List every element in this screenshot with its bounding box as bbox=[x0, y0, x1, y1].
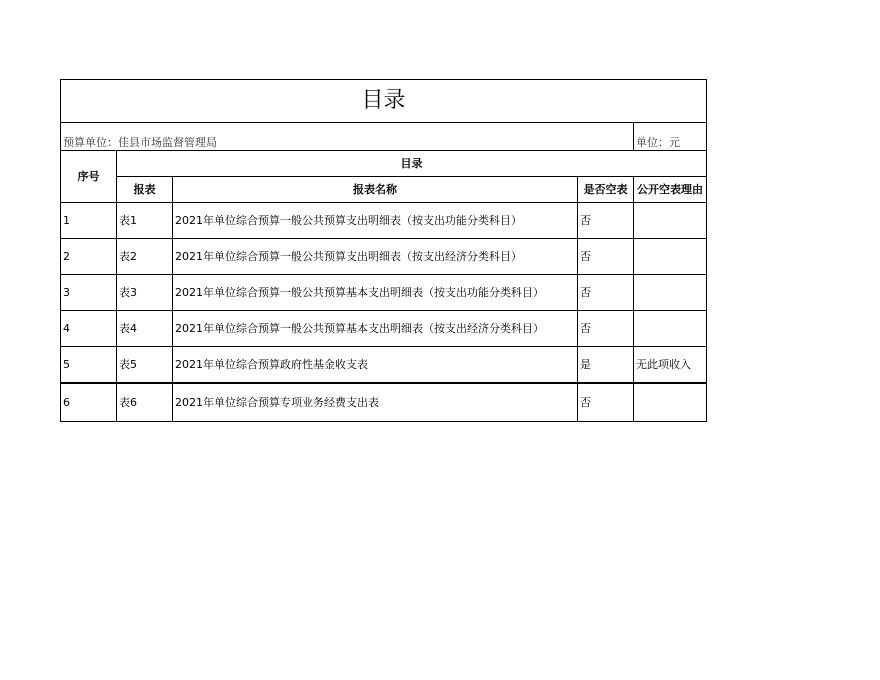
row-seq: 3 bbox=[61, 275, 117, 311]
currency-unit-label: 单位：元 bbox=[634, 123, 707, 151]
header-table: 报表 bbox=[117, 177, 173, 203]
catalog-sheet bbox=[60, 79, 706, 422]
row-seq: 5 bbox=[61, 347, 117, 384]
row-is-empty: 否 bbox=[578, 311, 634, 347]
catalog-rows bbox=[61, 203, 707, 422]
row-seq: 2 bbox=[61, 239, 117, 275]
row-empty-reason: 无此项收入 bbox=[634, 347, 707, 384]
catalog-table bbox=[60, 79, 707, 422]
row-seq: 4 bbox=[61, 311, 117, 347]
row-is-empty: 否 bbox=[578, 239, 634, 275]
row-table-name: 2021年单位综合预算政府性基金收支表 bbox=[173, 347, 578, 384]
row-table-id: 表6 bbox=[117, 383, 173, 422]
table-row bbox=[61, 383, 707, 422]
row-is-empty: 是 bbox=[578, 347, 634, 384]
row-table-id: 表2 bbox=[117, 239, 173, 275]
row-seq: 1 bbox=[61, 203, 117, 239]
header-empty-reason: 公开空表理由 bbox=[634, 177, 707, 203]
header-is-empty: 是否空表 bbox=[578, 177, 634, 203]
row-is-empty: 否 bbox=[578, 203, 634, 239]
table-row bbox=[61, 275, 707, 311]
budget-unit-label: 预算单位：佳县市场监督管理局 bbox=[61, 123, 634, 151]
row-table-id: 表1 bbox=[117, 203, 173, 239]
row-is-empty: 否 bbox=[578, 383, 634, 422]
row-table-name: 2021年单位综合预算一般公共预算支出明细表（按支出功能分类科目） bbox=[173, 203, 578, 239]
row-seq: 6 bbox=[61, 383, 117, 422]
table-row bbox=[61, 239, 707, 275]
row-table-name: 2021年单位综合预算一般公共预算支出明细表（按支出经济分类科目） bbox=[173, 239, 578, 275]
row-empty-reason bbox=[634, 239, 707, 275]
row-table-name: 2021年单位综合预算专项业务经费支出表 bbox=[173, 383, 578, 422]
row-table-name: 2021年单位综合预算一般公共预算基本支出明细表（按支出功能分类科目） bbox=[173, 275, 578, 311]
row-is-empty: 否 bbox=[578, 275, 634, 311]
row-table-name: 2021年单位综合预算一般公共预算基本支出明细表（按支出经济分类科目） bbox=[173, 311, 578, 347]
page-title: 目录 bbox=[61, 80, 707, 123]
header-seq: 序号 bbox=[61, 151, 117, 203]
header-table-name: 报表名称 bbox=[173, 177, 578, 203]
table-row bbox=[61, 311, 707, 347]
row-empty-reason bbox=[634, 383, 707, 422]
row-empty-reason bbox=[634, 275, 707, 311]
row-table-id: 表4 bbox=[117, 311, 173, 347]
row-empty-reason bbox=[634, 311, 707, 347]
row-empty-reason bbox=[634, 203, 707, 239]
table-row bbox=[61, 347, 707, 384]
row-table-id: 表3 bbox=[117, 275, 173, 311]
row-table-id: 表5 bbox=[117, 347, 173, 384]
header-catalog-group: 目录 bbox=[117, 151, 707, 177]
table-row bbox=[61, 203, 707, 239]
